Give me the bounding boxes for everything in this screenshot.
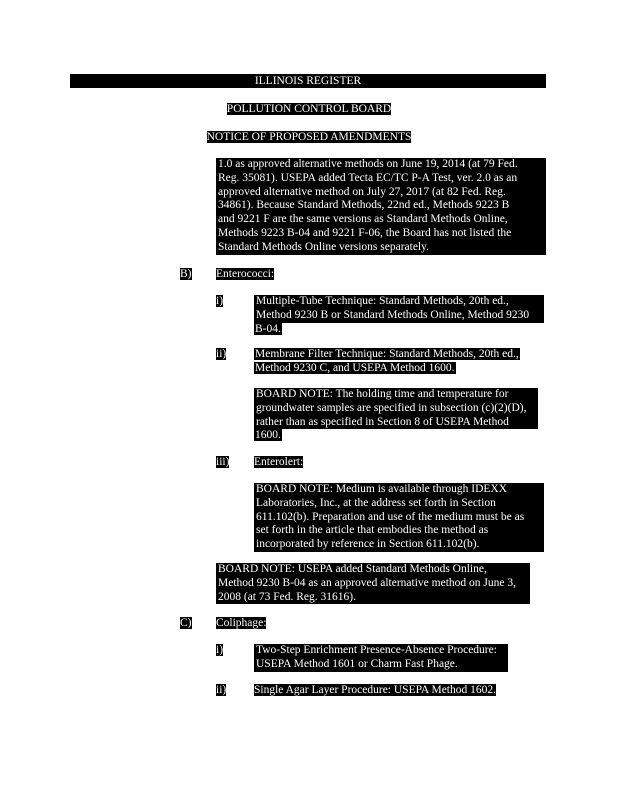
section-b-label: B) — [180, 268, 192, 280]
item-line: Method 9230 B or Standard Methods Online, Method 9230 — [256, 308, 530, 321]
item-b-ii-note — [254, 388, 544, 443]
note-line: groundwater samples are specified in subsection (c)(2)(D), — [256, 401, 527, 414]
board-title-line — [0, 103, 618, 117]
note-line: rather than as specified in Section 8 of USEPA Method — [256, 415, 509, 428]
paragraph-line: approved alternative method on July 27, 2017 (at 82 Fed. Reg. — [218, 185, 506, 198]
paragraph-line: 34861). Because Standard Methods, 22nd ed., Methods 9223 B — [218, 199, 510, 212]
item-line: Method 9230 C, and USEPA Method 1600. — [255, 361, 455, 374]
note-line: Laboratories, Inc., at the address set forth in Section — [256, 496, 496, 509]
top-paragraph — [216, 158, 546, 255]
item-line: USEPA Method 1601 or Charm Fast Phage. — [256, 657, 458, 670]
item-line: B-04. — [255, 322, 281, 335]
note-line: BOARD NOTE: The holding time and temperature for — [256, 388, 509, 400]
note-line: 1600. — [255, 429, 281, 442]
item-b-i-label: i) — [216, 295, 224, 307]
section-b-title: Enterococci: — [216, 268, 275, 280]
note-line: 611.102(b). Preparation and use of the medium must be as — [256, 510, 525, 523]
note-line: BOARD NOTE: Medium is available through IDEXX — [256, 483, 508, 495]
item-c-i-text — [254, 644, 544, 672]
note-line: BOARD NOTE: USEPA added Standard Methods Online, — [218, 563, 487, 575]
section-c-title: Coliphage: — [216, 617, 267, 629]
item-b-ii-text — [254, 348, 544, 376]
paragraph-line: and 9221 F are the same versions as Standard Methods Online, — [218, 213, 508, 226]
paragraph-line: Methods 9223 B-04 and 9221 F-06, the Board has not listed the — [218, 226, 512, 239]
item-line: Two-Step Enrichment Presence-Absence Procedure: — [256, 644, 497, 656]
board-title: POLLUTION CONTROL BOARD — [226, 103, 392, 115]
item-line: Multiple-Tube Technique: Standard Methods, 20th ed., — [256, 295, 509, 307]
paragraph-line: Standard Methods Online versions separately. — [218, 240, 429, 253]
section-b-note — [216, 563, 546, 604]
item-b-iii-label: iii) — [216, 456, 230, 468]
item-b-ii-label: ii) — [216, 348, 227, 360]
item-c-ii-text: Single Agar Layer Procedure: USEPA Method 1602. — [254, 684, 497, 696]
note-line: 2008 (at 73 Fed. Reg. 31616). — [218, 590, 356, 603]
notice-title: NOTICE OF PROPOSED AMENDMENTS — [206, 131, 412, 143]
note-line: incorporated by reference in Section 611.102(b). — [256, 538, 480, 551]
item-b-iii-note — [254, 483, 544, 552]
notice-title-line — [0, 131, 618, 145]
note-line: Method 9230 B-04 as an approved alternative method on June 3, — [218, 576, 516, 589]
paragraph-line: Reg. 35081). USEPA added Tecta EC/TC P-A Test, ver. 2.0 as an — [218, 171, 518, 184]
register-header-bar — [70, 74, 546, 88]
register-title: ILLINOIS REGISTER — [254, 75, 362, 87]
section-c-label: C) — [180, 617, 192, 629]
note-line: set forth in the article that embodies the method as — [256, 524, 489, 537]
item-b-iii-text: Enterolert: — [254, 456, 304, 468]
item-b-i-text — [254, 295, 544, 336]
item-c-ii-label: ii) — [216, 684, 227, 696]
paragraph-line: 1.0 as approved alternative methods on June 19, 2014 (at 79 Fed. — [218, 158, 518, 170]
item-line: Membrane Filter Technique: Standard Methods, 20th ed., — [255, 348, 519, 360]
item-c-i-label: i) — [216, 644, 224, 656]
